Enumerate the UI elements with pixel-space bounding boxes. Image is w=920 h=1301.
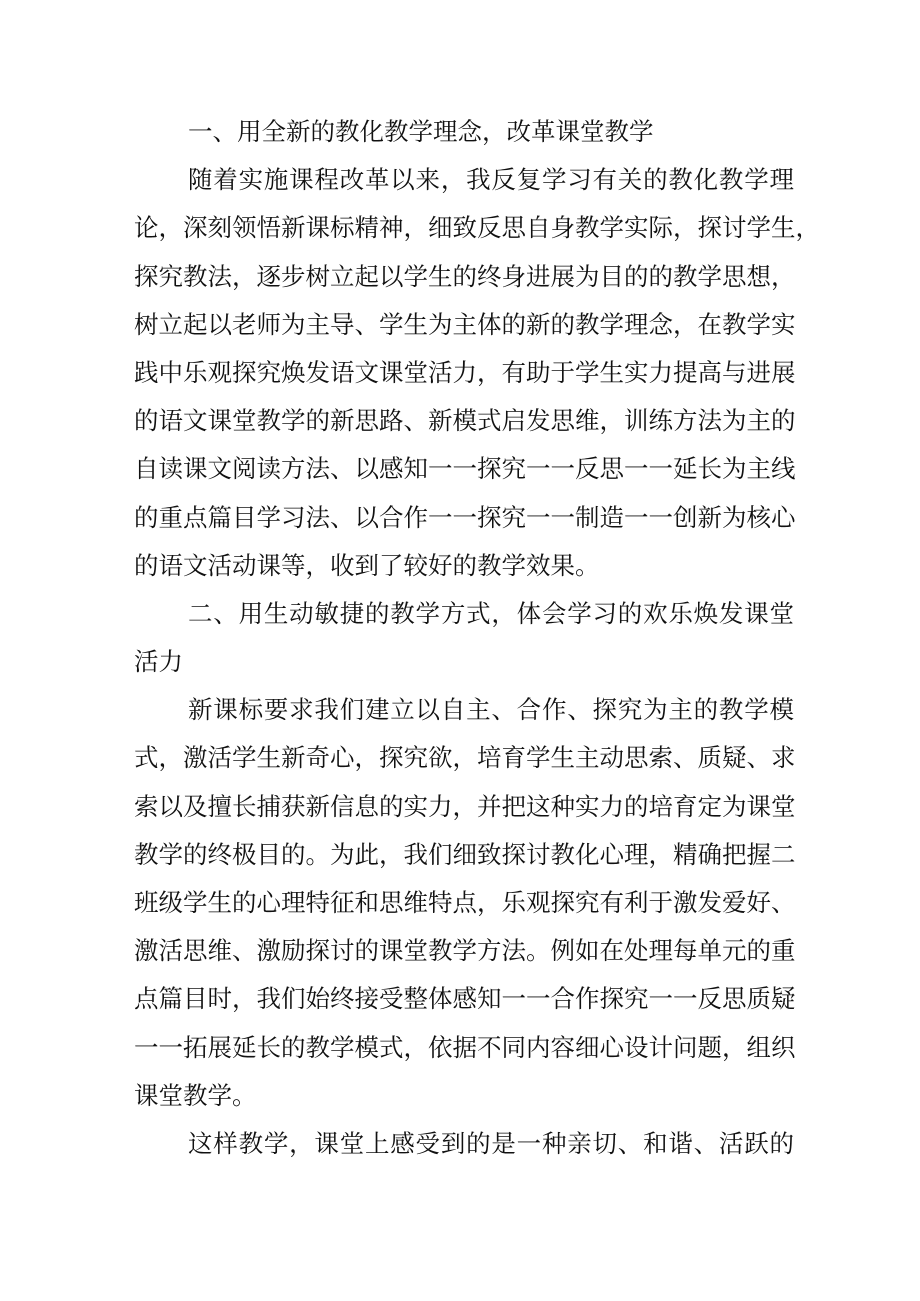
text-line: 活力 xyxy=(134,647,183,677)
text-line: 式，激活学生新奇心，探究欲，培育学生主动思索、质疑、求 xyxy=(134,743,796,773)
text-line: 新课标要求我们建立以自主、合作、探究为主的教学模 xyxy=(188,695,794,725)
text-line: 探究教法，逐步树立起以学生的终身进展为目的的教学思想， xyxy=(134,261,796,291)
text-line: 教学的终极目的。为此，我们细致探讨教化心理，精确把握二 xyxy=(134,839,796,869)
text-line: 自读课文阅读方法、以感知一一探究一一反思一一延长为主线 xyxy=(134,454,796,484)
text-line: 索以及擅长捕获新信息的实力，并把这种实力的培育定为课堂 xyxy=(134,791,796,821)
paragraph-1 xyxy=(134,156,820,590)
text-line: 践中乐观探究焕发语文课堂活力，有助于学生实力提高与进展 xyxy=(134,357,796,387)
text-line: 随着实施课程改革以来，我反复学习有关的教化教学理 xyxy=(188,165,794,195)
section-heading-2 xyxy=(134,590,794,686)
text-line: 一、用全新的教化教学理念，改革课堂教学 xyxy=(188,117,654,146)
text-line: 的语文活动课等，收到了较好的教学效果。 xyxy=(134,550,600,580)
text-line: 点篇目时，我们始终接受整体感知一一合作探究一一反思质疑 xyxy=(134,984,796,1014)
document-body xyxy=(134,108,820,1168)
text-line: 的语文课堂教学的新思路、新模式启发思维，训练方法为主的 xyxy=(134,406,796,436)
text-line: 激活思维、激励探讨的课堂教学方法。例如在处理每单元的重 xyxy=(134,936,796,966)
text-line: 这样教学，课堂上感受到的是一种亲切、和谐、活跃的 xyxy=(188,1128,794,1158)
paragraph-3 xyxy=(134,1120,794,1168)
text-line: 班级学生的心理特征和思维特点，乐观探究有利于激发爱好、 xyxy=(134,888,796,917)
text-line: 课堂教学。 xyxy=(134,1080,257,1110)
section-heading-1 xyxy=(134,108,794,156)
text-line: 一一拓展延长的教学模式，依据不同内容细心设计问题，组织 xyxy=(134,1032,796,1062)
text-line: 论，深刻领悟新课标精神，细致反思自身教学实际，探讨学生， xyxy=(134,213,820,243)
text-line: 的重点篇目学习法、以合作一一探究一一制造一一创新为核心 xyxy=(134,502,796,532)
text-line: 二、用生动敏捷的教学方式，体会学习的欢乐焕发课堂 xyxy=(188,598,794,628)
paragraph-2 xyxy=(134,686,794,1120)
text-line: 树立起以老师为主导、学生为主体的新的教学理念，在教学实 xyxy=(134,309,796,339)
